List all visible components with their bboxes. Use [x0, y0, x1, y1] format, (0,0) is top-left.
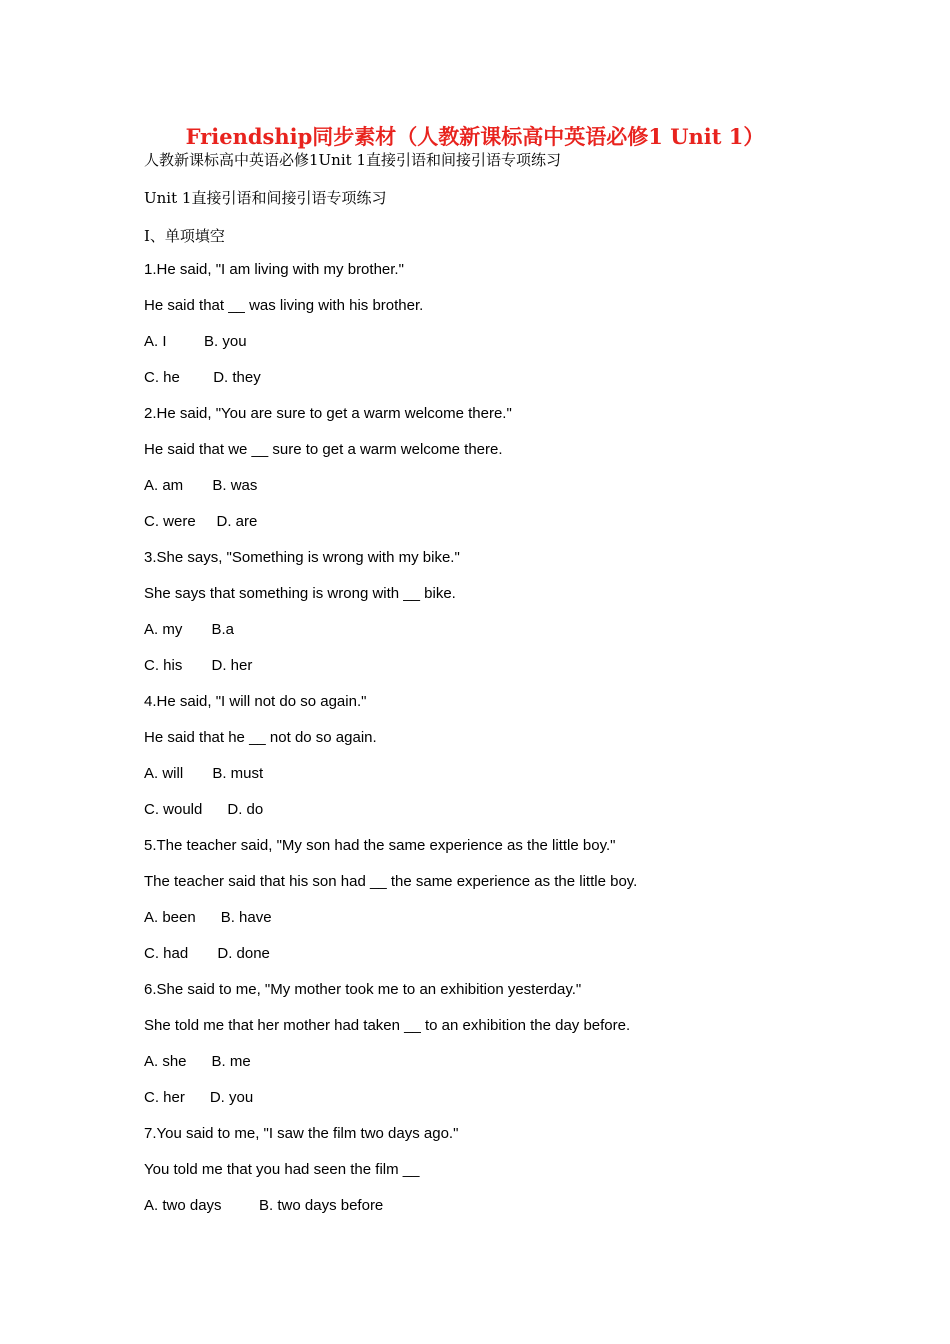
question-5-rewrite: The teacher said that his son had __ the same experience as the little boy. — [144, 873, 638, 890]
question-6-stem: 6.She said to me, "My mother took me to an exhibition yesterday." — [144, 981, 582, 998]
section-heading: Ⅰ、单项填空 — [144, 227, 225, 245]
question-6-options-ab: A. she B. me — [144, 1053, 251, 1070]
question-6-rewrite: She told me that her mother had taken __ to an exhibition the day before. — [144, 1017, 631, 1034]
question-4-rewrite: He said that he __ not do so again. — [144, 729, 377, 746]
question-1-options-ab: A. I B. you — [144, 333, 247, 350]
question-2-options-cd: C. were D. are — [144, 513, 258, 530]
document-heading: Unit 1直接引语和间接引语专项练习 — [144, 189, 387, 207]
question-2-stem: 2.He said, "You are sure to get a warm welcome there." — [144, 405, 512, 422]
question-1-rewrite: He said that __ was living with his brother. — [144, 297, 424, 314]
question-3-options-cd: C. his D. her — [144, 657, 253, 674]
question-1-options-cd: C. he D. they — [144, 369, 261, 386]
question-4-stem: 4.He said, "I will not do so again." — [144, 693, 367, 710]
document-title: Friendship同步素材（人教新课标高中英语必修1 Unit 1） — [185, 124, 765, 149]
question-2-rewrite: He said that we __ sure to get a warm welcome there. — [144, 441, 503, 458]
question-4-options-cd: C. would D. do — [144, 801, 264, 818]
question-7-options-ab: A. two days B. two days before — [144, 1197, 384, 1214]
question-3-options-ab: A. my B.a — [144, 621, 235, 638]
question-6-options-cd: C. her D. you — [144, 1089, 254, 1106]
question-2-options-ab: A. am B. was — [144, 477, 258, 494]
question-7-rewrite: You told me that you had seen the film __ — [144, 1161, 420, 1178]
question-1-stem: 1.He said, "I am living with my brother." — [144, 261, 404, 278]
document-subtitle: 人教新课标高中英语必修1Unit 1直接引语和间接引语专项练习 — [144, 151, 561, 169]
question-7-stem: 7.You said to me, "I saw the film two days ago." — [144, 1125, 459, 1142]
question-5-stem: 5.The teacher said, "My son had the same experience as the little boy." — [144, 837, 616, 854]
question-3-rewrite: She says that something is wrong with __ bike. — [144, 585, 456, 602]
question-3-stem: 3.She says, "Something is wrong with my bike." — [144, 549, 460, 566]
question-5-options-cd: C. had D. done — [144, 945, 270, 962]
question-5-options-ab: A. been B. have — [144, 909, 272, 926]
question-4-options-ab: A. will B. must — [144, 765, 264, 782]
